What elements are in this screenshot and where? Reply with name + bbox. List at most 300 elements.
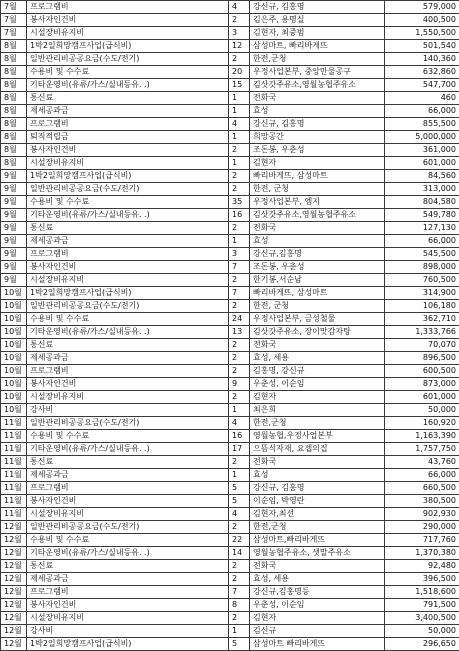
amount-cell[interactable]: 1,163,390	[385, 430, 459, 443]
count-cell[interactable]: 4	[229, 508, 250, 521]
amount-cell[interactable]: 898,000	[385, 261, 459, 274]
amount-cell[interactable]: 380,500	[385, 495, 459, 508]
count-cell[interactable]: 3	[229, 248, 250, 261]
month-cell[interactable]: 8월	[1, 92, 27, 105]
table-row[interactable]	[1, 196, 459, 209]
table-row[interactable]	[1, 92, 459, 105]
item-cell[interactable]: 통신료	[27, 456, 229, 469]
amount-cell[interactable]: 396,500	[385, 573, 459, 586]
item-cell[interactable]: 제세공과금	[27, 235, 229, 248]
amount-cell[interactable]: 70,070	[385, 339, 459, 352]
vendor-cell[interactable]: 효성	[250, 105, 385, 118]
vendor-cell[interactable]: 우춘성, 이순임	[250, 599, 385, 612]
amount-cell[interactable]: 66,000	[385, 235, 459, 248]
count-cell[interactable]: 2	[229, 183, 250, 196]
vendor-cell[interactable]: 강신규, 김홍명	[250, 118, 385, 131]
amount-cell[interactable]: 545,500	[385, 248, 459, 261]
count-cell[interactable]: 8	[229, 599, 250, 612]
amount-cell[interactable]: 1,518,600	[385, 586, 459, 599]
amount-cell[interactable]: 43,760	[385, 456, 459, 469]
vendor-cell[interactable]: 우춘성, 이순임	[250, 378, 385, 391]
table-row[interactable]	[1, 482, 459, 495]
count-cell[interactable]: 2	[229, 144, 250, 157]
item-cell[interactable]: 통신료	[27, 92, 229, 105]
item-cell[interactable]: 프로그램비	[27, 1, 229, 14]
item-cell[interactable]: 1박2일희망캠프사업(급식비)	[27, 638, 229, 651]
month-cell[interactable]: 8월	[1, 118, 27, 131]
vendor-cell[interactable]: 삼성마트, 빠리바게뜨	[250, 40, 385, 53]
amount-cell[interactable]: 547,700	[385, 79, 459, 92]
table-row[interactable]	[1, 638, 459, 651]
vendor-cell[interactable]: 조돈봉, 우춘성	[250, 144, 385, 157]
amount-cell[interactable]: 400,500	[385, 14, 459, 27]
amount-cell[interactable]: 106,180	[385, 300, 459, 313]
table-row[interactable]	[1, 27, 459, 40]
vendor-cell[interactable]: 한전,군청	[250, 417, 385, 430]
vendor-cell[interactable]: 김홍명, 강신규	[250, 365, 385, 378]
count-cell[interactable]: 5	[229, 638, 250, 651]
item-cell[interactable]: 프로그램비	[27, 365, 229, 378]
item-cell[interactable]: 봉사자인건비	[27, 495, 229, 508]
item-cell[interactable]: 제세공과금	[27, 573, 229, 586]
count-cell[interactable]: 16	[229, 430, 250, 443]
count-cell[interactable]: 2	[229, 274, 250, 287]
amount-cell[interactable]: 140,360	[385, 53, 459, 66]
vendor-cell[interactable]: 효성, 세용	[250, 352, 385, 365]
table-row[interactable]	[1, 261, 459, 274]
month-cell[interactable]: 11월	[1, 508, 27, 521]
item-cell[interactable]: 수용비 및 수수료	[27, 534, 229, 547]
count-cell[interactable]: 1	[229, 625, 250, 638]
month-cell[interactable]: 8월	[1, 131, 27, 144]
count-cell[interactable]: 7	[229, 586, 250, 599]
amount-cell[interactable]: 296,650	[385, 638, 459, 651]
count-cell[interactable]: 2	[229, 170, 250, 183]
item-cell[interactable]: 봉사자인건비	[27, 261, 229, 274]
table-row[interactable]	[1, 300, 459, 313]
table-row[interactable]	[1, 287, 459, 300]
amount-cell[interactable]: 660,500	[385, 482, 459, 495]
item-cell[interactable]: 강사비	[27, 404, 229, 417]
table-row[interactable]	[1, 1, 459, 14]
item-cell[interactable]: 통신료	[27, 339, 229, 352]
count-cell[interactable]: 2	[229, 14, 250, 27]
month-cell[interactable]: 12월	[1, 521, 27, 534]
item-cell[interactable]: 프로그램비	[27, 482, 229, 495]
month-cell[interactable]: 12월	[1, 612, 27, 625]
month-cell[interactable]: 10월	[1, 378, 27, 391]
vendor-cell[interactable]: 김현자, 최중범	[250, 27, 385, 40]
month-cell[interactable]: 8월	[1, 105, 27, 118]
month-cell[interactable]: 10월	[1, 287, 27, 300]
vendor-cell[interactable]: 김은주, 용명실	[250, 14, 385, 27]
table-row[interactable]	[1, 365, 459, 378]
table-row[interactable]	[1, 495, 459, 508]
month-cell[interactable]: 12월	[1, 599, 27, 612]
vendor-cell[interactable]: 삼성마트,빠리바게뜨	[250, 534, 385, 547]
month-cell[interactable]: 9월	[1, 222, 27, 235]
month-cell[interactable]: 11월	[1, 417, 27, 430]
table-row[interactable]	[1, 534, 459, 547]
count-cell[interactable]: 2	[229, 53, 250, 66]
amount-cell[interactable]: 1,550,500	[385, 27, 459, 40]
item-cell[interactable]: 일반관리비공공요금(수도/전기)	[27, 183, 229, 196]
count-cell[interactable]: 4	[229, 417, 250, 430]
amount-cell[interactable]: 460	[385, 92, 459, 105]
table-row[interactable]	[1, 53, 459, 66]
table-row[interactable]	[1, 170, 459, 183]
item-cell[interactable]: 수용비 및 수수료	[27, 430, 229, 443]
item-cell[interactable]: 프로그램비	[27, 586, 229, 599]
item-cell[interactable]: 프로그램비	[27, 248, 229, 261]
table-row[interactable]	[1, 274, 459, 287]
amount-cell[interactable]: 5,000,000	[385, 131, 459, 144]
count-cell[interactable]: 14	[229, 547, 250, 560]
item-cell[interactable]: 1박2일희망캠프사업(급식비)	[27, 40, 229, 53]
table-row[interactable]	[1, 222, 459, 235]
month-cell[interactable]: 12월	[1, 573, 27, 586]
count-cell[interactable]: 1	[229, 469, 250, 482]
vendor-cell[interactable]: 으뜸식자재, 요셉의집	[250, 443, 385, 456]
vendor-cell[interactable]: 희망공간	[250, 131, 385, 144]
item-cell[interactable]: 퇴직적립금	[27, 131, 229, 144]
table-row[interactable]	[1, 443, 459, 456]
month-cell[interactable]: 8월	[1, 53, 27, 66]
vendor-cell[interactable]: 효성, 세용	[250, 573, 385, 586]
vendor-cell[interactable]: 우정사업본부, 금성철물	[250, 313, 385, 326]
amount-cell[interactable]: 314,900	[385, 287, 459, 300]
table-row[interactable]	[1, 430, 459, 443]
vendor-cell[interactable]: 한전,군청	[250, 521, 385, 534]
count-cell[interactable]: 1	[229, 131, 250, 144]
month-cell[interactable]: 10월	[1, 313, 27, 326]
month-cell[interactable]: 11월	[1, 469, 27, 482]
table-row[interactable]	[1, 105, 459, 118]
month-cell[interactable]: 10월	[1, 352, 27, 365]
table-row[interactable]	[1, 118, 459, 131]
item-cell[interactable]: 일반관리비공공요금(수도/전기)	[27, 417, 229, 430]
vendor-cell[interactable]: 우정사업본부, 중앙만물공구	[250, 66, 385, 79]
item-cell[interactable]: 시설장비유지비	[27, 157, 229, 170]
month-cell[interactable]: 8월	[1, 79, 27, 92]
month-cell[interactable]: 9월	[1, 248, 27, 261]
month-cell[interactable]: 10월	[1, 326, 27, 339]
table-row[interactable]	[1, 404, 459, 417]
vendor-cell[interactable]: 우정사업본부, 엠지	[250, 196, 385, 209]
count-cell[interactable]: 2	[229, 456, 250, 469]
month-cell[interactable]: 11월	[1, 495, 27, 508]
amount-cell[interactable]: 3,400,500	[385, 612, 459, 625]
month-cell[interactable]: 11월	[1, 482, 27, 495]
vendor-cell[interactable]: 김현자	[250, 612, 385, 625]
month-cell[interactable]: 12월	[1, 534, 27, 547]
month-cell[interactable]: 12월	[1, 638, 27, 651]
table-row[interactable]	[1, 352, 459, 365]
month-cell[interactable]: 12월	[1, 560, 27, 573]
item-cell[interactable]: 일반관리비공공요금(수도/전기)	[27, 521, 229, 534]
count-cell[interactable]: 2	[229, 365, 250, 378]
amount-cell[interactable]: 873,000	[385, 378, 459, 391]
count-cell[interactable]: 7	[229, 287, 250, 300]
item-cell[interactable]: 제세공과금	[27, 105, 229, 118]
table-row[interactable]	[1, 313, 459, 326]
month-cell[interactable]: 8월	[1, 40, 27, 53]
amount-cell[interactable]: 601,000	[385, 157, 459, 170]
vendor-cell[interactable]: 강신규,김홍명	[250, 248, 385, 261]
month-cell[interactable]: 7월	[1, 1, 27, 14]
month-cell[interactable]: 10월	[1, 339, 27, 352]
item-cell[interactable]: 시설장비유지비	[27, 391, 229, 404]
table-row[interactable]	[1, 14, 459, 27]
month-cell[interactable]: 10월	[1, 365, 27, 378]
item-cell[interactable]: 봉사자인건비	[27, 144, 229, 157]
item-cell[interactable]: 봉사자인건비	[27, 14, 229, 27]
count-cell[interactable]: 1	[229, 157, 250, 170]
vendor-cell[interactable]: 한기봉,서순남	[250, 274, 385, 287]
count-cell[interactable]: 2	[229, 339, 250, 352]
item-cell[interactable]: 기타운영비(유류/가스/실내등유. .)	[27, 209, 229, 222]
count-cell[interactable]: 15	[229, 79, 250, 92]
table-row[interactable]	[1, 66, 459, 79]
amount-cell[interactable]: 66,000	[385, 105, 459, 118]
count-cell[interactable]: 2	[229, 222, 250, 235]
item-cell[interactable]: 기타운영비(유류/가스/실내등유. .)	[27, 443, 229, 456]
month-cell[interactable]: 8월	[1, 66, 27, 79]
table-row[interactable]	[1, 378, 459, 391]
item-cell[interactable]: 일반관리비공공요금(수도/전기)	[27, 53, 229, 66]
amount-cell[interactable]: 601,000	[385, 391, 459, 404]
month-cell[interactable]: 10월	[1, 391, 27, 404]
table-row[interactable]	[1, 612, 459, 625]
vendor-cell[interactable]: 전화국	[250, 456, 385, 469]
table-row[interactable]	[1, 144, 459, 157]
count-cell[interactable]: 1	[229, 235, 250, 248]
table-row[interactable]	[1, 235, 459, 248]
amount-cell[interactable]: 160,920	[385, 417, 459, 430]
count-cell[interactable]: 2	[229, 391, 250, 404]
vendor-cell[interactable]: 강신규,김홍명등	[250, 586, 385, 599]
item-cell[interactable]: 수용비 및 수수료	[27, 196, 229, 209]
amount-cell[interactable]: 84,560	[385, 170, 459, 183]
amount-cell[interactable]: 600,500	[385, 365, 459, 378]
vendor-cell[interactable]: 이순임, 박영란	[250, 495, 385, 508]
amount-cell[interactable]: 791,500	[385, 599, 459, 612]
vendor-cell[interactable]: 전화국	[250, 92, 385, 105]
table-row[interactable]	[1, 560, 459, 573]
count-cell[interactable]: 22	[229, 534, 250, 547]
table-row[interactable]	[1, 131, 459, 144]
vendor-cell[interactable]: 김신규	[250, 625, 385, 638]
vendor-cell[interactable]: 빠리바게뜨, 삼성마트	[250, 287, 385, 300]
table-row[interactable]	[1, 339, 459, 352]
item-cell[interactable]: 기타운영비(유류/가스/실내등유. .)	[27, 79, 229, 92]
vendor-cell[interactable]: 강신규, 김홍명	[250, 1, 385, 14]
month-cell[interactable]: 9월	[1, 261, 27, 274]
item-cell[interactable]: 통신료	[27, 222, 229, 235]
month-cell[interactable]: 11월	[1, 456, 27, 469]
vendor-cell[interactable]: 한전, 군청	[250, 183, 385, 196]
item-cell[interactable]: 수용비 및 수수료	[27, 313, 229, 326]
item-cell[interactable]: 기타운영비(유류/가스/실내등유. .)	[27, 547, 229, 560]
item-cell[interactable]: 시설장비유지비	[27, 612, 229, 625]
vendor-cell[interactable]: 김현자,최선	[250, 508, 385, 521]
vendor-cell[interactable]: 전화국	[250, 339, 385, 352]
month-cell[interactable]: 9월	[1, 196, 27, 209]
item-cell[interactable]: 수용비 및 수수료	[27, 66, 229, 79]
vendor-cell[interactable]: 김삿갓주유소,영월농협주유소	[250, 79, 385, 92]
vendor-cell[interactable]: 조돈봉, 우춘성	[250, 261, 385, 274]
table-row[interactable]	[1, 40, 459, 53]
month-cell[interactable]: 9월	[1, 183, 27, 196]
count-cell[interactable]: 9	[229, 378, 250, 391]
item-cell[interactable]: 시설장비유지비	[27, 27, 229, 40]
amount-cell[interactable]: 92,480	[385, 560, 459, 573]
amount-cell[interactable]: 549,780	[385, 209, 459, 222]
month-cell[interactable]: 11월	[1, 430, 27, 443]
count-cell[interactable]: 17	[229, 443, 250, 456]
table-row[interactable]	[1, 183, 459, 196]
amount-cell[interactable]: 896,500	[385, 352, 459, 365]
count-cell[interactable]: 16	[229, 209, 250, 222]
amount-cell[interactable]: 717,760	[385, 534, 459, 547]
vendor-cell[interactable]: 영월농협,우정사업본부	[250, 430, 385, 443]
count-cell[interactable]: 5	[229, 495, 250, 508]
amount-cell[interactable]: 313,000	[385, 183, 459, 196]
table-row[interactable]	[1, 599, 459, 612]
vendor-cell[interactable]: 강신규, 김홍명	[250, 482, 385, 495]
month-cell[interactable]: 9월	[1, 235, 27, 248]
count-cell[interactable]: 5	[229, 482, 250, 495]
month-cell[interactable]: 8월	[1, 157, 27, 170]
month-cell[interactable]: 12월	[1, 625, 27, 638]
count-cell[interactable]: 1	[229, 404, 250, 417]
month-cell[interactable]: 8월	[1, 144, 27, 157]
amount-cell[interactable]: 1,333,766	[385, 326, 459, 339]
amount-cell[interactable]: 66,000	[385, 469, 459, 482]
vendor-cell[interactable]: 김삿갓주유소,영월농협주유소	[250, 209, 385, 222]
count-cell[interactable]: 2	[229, 573, 250, 586]
item-cell[interactable]: 봉사자인건비	[27, 599, 229, 612]
item-cell[interactable]: 시설장비유지비	[27, 508, 229, 521]
vendor-cell[interactable]: 영월농협주유소, 샛말주유소	[250, 547, 385, 560]
table-row[interactable]	[1, 508, 459, 521]
month-cell[interactable]: 12월	[1, 547, 27, 560]
item-cell[interactable]: 제세공과금	[27, 352, 229, 365]
table-row[interactable]	[1, 157, 459, 170]
count-cell[interactable]: 35	[229, 196, 250, 209]
table-row[interactable]	[1, 469, 459, 482]
item-cell[interactable]: 제세공과금	[27, 469, 229, 482]
count-cell[interactable]: 12	[229, 40, 250, 53]
item-cell[interactable]: 1박2일희망캠프사업(급식비)	[27, 287, 229, 300]
amount-cell[interactable]: 501,540	[385, 40, 459, 53]
count-cell[interactable]: 1	[229, 92, 250, 105]
amount-cell[interactable]: 290,000	[385, 521, 459, 534]
item-cell[interactable]: 1박2일희망캠프사업(급식비)	[27, 170, 229, 183]
table-row[interactable]	[1, 417, 459, 430]
table-row[interactable]	[1, 521, 459, 534]
item-cell[interactable]: 시설장비유지비	[27, 274, 229, 287]
vendor-cell[interactable]: 삼성마트 빠리바게뜨	[250, 638, 385, 651]
vendor-cell[interactable]: 김현자	[250, 391, 385, 404]
amount-cell[interactable]: 632,860	[385, 66, 459, 79]
amount-cell[interactable]: 804,580	[385, 196, 459, 209]
table-row[interactable]	[1, 79, 459, 92]
amount-cell[interactable]: 855,500	[385, 118, 459, 131]
month-cell[interactable]: 9월	[1, 209, 27, 222]
month-cell[interactable]: 7월	[1, 27, 27, 40]
count-cell[interactable]: 24	[229, 313, 250, 326]
table-row[interactable]	[1, 391, 459, 404]
vendor-cell[interactable]: 빠리바게뜨, 삼성마트	[250, 170, 385, 183]
vendor-cell[interactable]: 효성	[250, 235, 385, 248]
vendor-cell[interactable]: 효성	[250, 469, 385, 482]
amount-cell[interactable]: 127,130	[385, 222, 459, 235]
month-cell[interactable]: 12월	[1, 586, 27, 599]
amount-cell[interactable]: 50,000	[385, 404, 459, 417]
table-row[interactable]	[1, 547, 459, 560]
vendor-cell[interactable]: 전화국	[250, 560, 385, 573]
table-row[interactable]	[1, 209, 459, 222]
count-cell[interactable]: 2	[229, 560, 250, 573]
vendor-cell[interactable]: 전화국	[250, 222, 385, 235]
count-cell[interactable]: 2	[229, 352, 250, 365]
count-cell[interactable]: 13	[229, 326, 250, 339]
vendor-cell[interactable]: 김삿갓주유소, 장이맛감자탕	[250, 326, 385, 339]
count-cell[interactable]: 1	[229, 105, 250, 118]
amount-cell[interactable]: 760,500	[385, 274, 459, 287]
month-cell[interactable]: 9월	[1, 170, 27, 183]
count-cell[interactable]: 3	[229, 27, 250, 40]
month-cell[interactable]: 7월	[1, 14, 27, 27]
amount-cell[interactable]: 50,000	[385, 625, 459, 638]
amount-cell[interactable]: 579,000	[385, 1, 459, 14]
count-cell[interactable]: 2	[229, 521, 250, 534]
vendor-cell[interactable]: 한전, 군청	[250, 300, 385, 313]
item-cell[interactable]: 프로그램비	[27, 118, 229, 131]
vendor-cell[interactable]: 최은희	[250, 404, 385, 417]
amount-cell[interactable]: 361,000	[385, 144, 459, 157]
count-cell[interactable]: 2	[229, 612, 250, 625]
count-cell[interactable]: 20	[229, 66, 250, 79]
month-cell[interactable]: 11월	[1, 443, 27, 456]
count-cell[interactable]: 4	[229, 1, 250, 14]
table-row[interactable]	[1, 326, 459, 339]
month-cell[interactable]: 10월	[1, 300, 27, 313]
amount-cell[interactable]: 902,930	[385, 508, 459, 521]
amount-cell[interactable]: 362,710	[385, 313, 459, 326]
table-row[interactable]	[1, 248, 459, 261]
item-cell[interactable]: 강사비	[27, 625, 229, 638]
item-cell[interactable]: 통신료	[27, 560, 229, 573]
item-cell[interactable]: 봉사자인건비	[27, 378, 229, 391]
count-cell[interactable]: 7	[229, 261, 250, 274]
table-row[interactable]	[1, 573, 459, 586]
count-cell[interactable]: 2	[229, 300, 250, 313]
vendor-cell[interactable]: 김현자	[250, 157, 385, 170]
amount-cell[interactable]: 1,757,750	[385, 443, 459, 456]
item-cell[interactable]: 일반관리비공공요금(수도/전기)	[27, 300, 229, 313]
vendor-cell[interactable]: 한전,군청	[250, 53, 385, 66]
table-row[interactable]	[1, 456, 459, 469]
table-row[interactable]	[1, 625, 459, 638]
table-row[interactable]	[1, 586, 459, 599]
month-cell[interactable]: 10월	[1, 404, 27, 417]
amount-cell[interactable]: 1,370,380	[385, 547, 459, 560]
item-cell[interactable]: 기타운영비(유류/가스/실내등유. .)	[27, 326, 229, 339]
month-cell[interactable]: 9월	[1, 274, 27, 287]
count-cell[interactable]: 4	[229, 118, 250, 131]
